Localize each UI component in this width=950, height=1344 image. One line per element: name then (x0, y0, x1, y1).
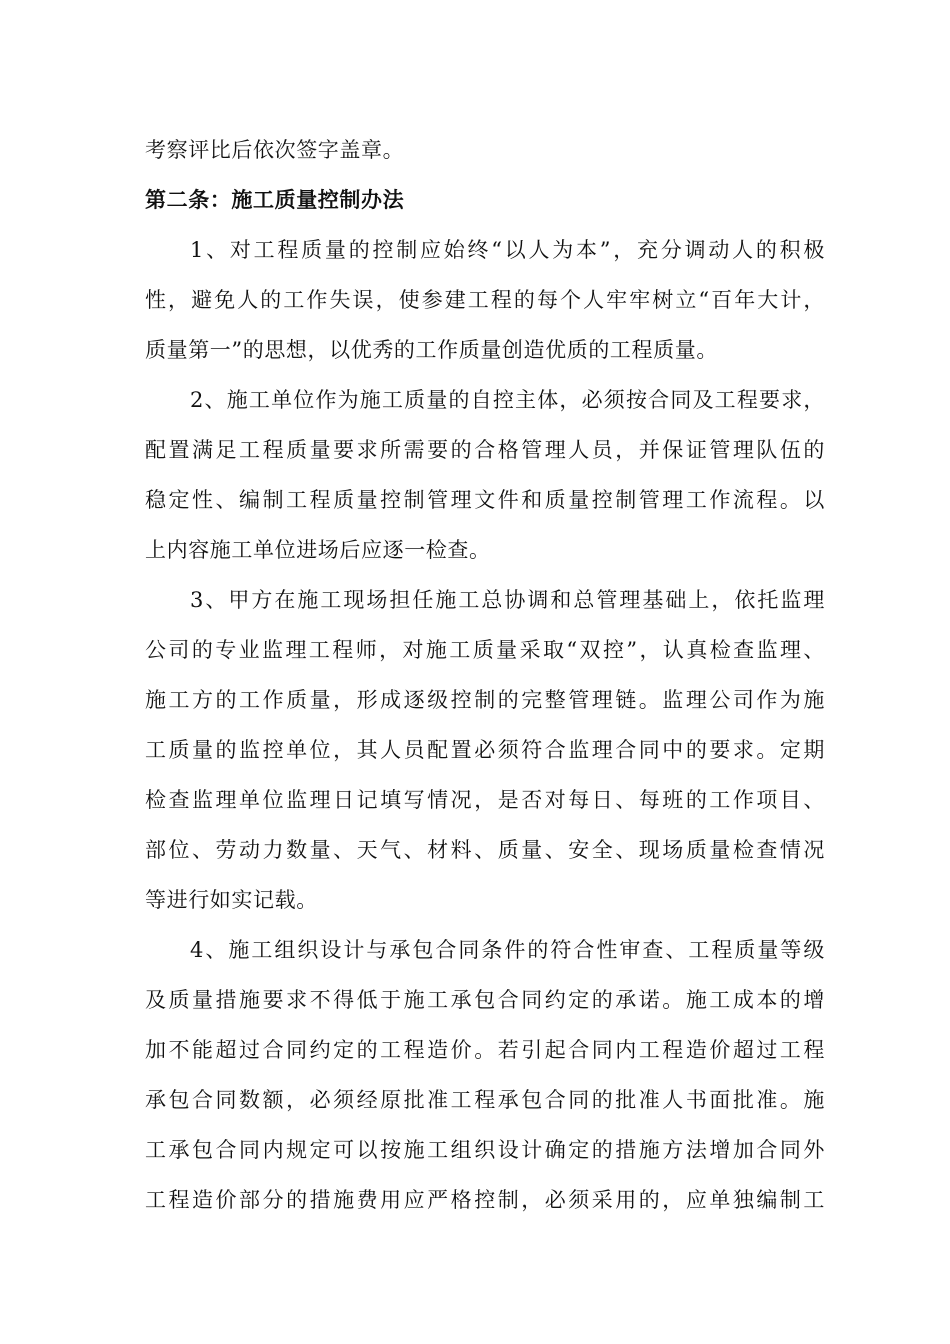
section-heading: 第二条：施工质量控制办法 (145, 187, 405, 212)
paragraph-4-line: 承包合同数额，必须经原批准工程承包合同的批准人书面批准。施 (145, 1088, 825, 1112)
paragraph-3-line: 公司的专业监理工程师，对施工质量采取“双控”，认真检查监理、 (145, 638, 825, 662)
paragraph-3-line: 检查监理单位监理日记填写情况，是否对每日、每班的工作项目、 (145, 788, 825, 812)
paragraph-3-line: 施工方的工作质量，形成逐级控制的完整管理链。监理公司作为施 (145, 688, 825, 712)
paragraph-1-line: 质量第一”的思想，以优秀的工作质量创造优质的工程质量。 (145, 338, 718, 362)
paragraph-4-line: 工程造价部分的措施费用应严格控制，必须采用的，应单独编制工 (145, 1188, 825, 1212)
paragraph-4-line: 加不能超过合同约定的工程造价。若引起合同内工程造价超过工程 (145, 1038, 825, 1062)
paragraph-1-line: 性，避免人的工作失误，使参建工程的每个人牢牢树立“百年大计， (145, 288, 825, 312)
paragraph-4-line: 工承包合同内规定可以按施工组织设计确定的措施方法增加合同外 (145, 1138, 825, 1162)
paragraph-1-line: 1、对工程质量的控制应始终“以人为本”，充分调动人的积极 (190, 238, 825, 262)
paragraph-2-line: 2、施工单位作为施工质量的自控主体，必须按合同及工程要求， (190, 388, 825, 412)
paragraph-3-line: 等进行如实记载。 (145, 888, 318, 912)
paragraph-4-line: 4、施工组织设计与承包合同条件的符合性审查、工程质量等级 (190, 938, 825, 962)
paragraph-2-line: 上内容施工单位进场后应逐一检查。 (145, 538, 491, 562)
paragraph-3-line: 工质量的监控单位，其人员配置必须符合监理合同中的要求。定期 (145, 738, 825, 762)
paragraph-3-line: 3、甲方在施工现场担任施工总协调和总管理基础上，依托监理 (190, 588, 825, 612)
text-line: 考察评比后依次签字盖章。 (145, 138, 405, 162)
paragraph-4-line: 及质量措施要求不得低于施工承包合同约定的承诺。施工成本的增 (145, 988, 825, 1012)
paragraph-2-line: 配置满足工程质量要求所需要的合格管理人员，并保证管理队伍的 (145, 438, 825, 462)
paragraph-2-line: 稳定性、编制工程质量控制管理文件和质量控制管理工作流程。以 (145, 488, 825, 512)
paragraph-3-line: 部位、劳动力数量、天气、材料、质量、安全、现场质量检查情况 (145, 838, 825, 862)
